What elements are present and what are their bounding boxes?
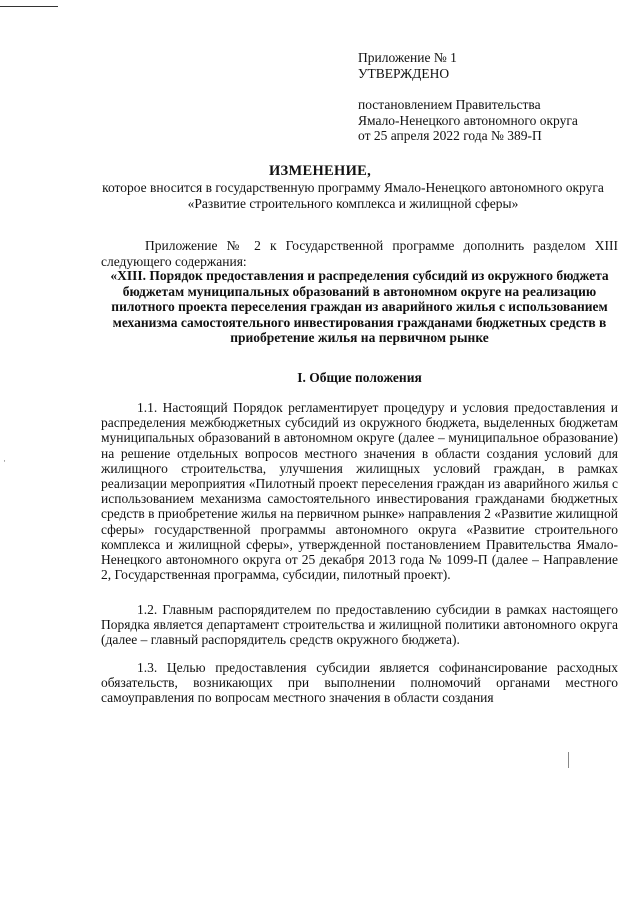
- top-rule: [0, 6, 58, 7]
- approval-authority: Ямало-Ненецкого автономного округа: [358, 112, 578, 128]
- intro-paragraph: Приложение № 2 к Государственной программе дополнить разделом XIII следующего содержания:: [101, 238, 618, 269]
- chapter-title: I. Общие положения: [297, 370, 422, 385]
- paragraph-1-3: 1.3. Целью предоставления субсидии является софинансирование расходных обязательств, возникающих при выполнении полномочий органами местного самоуправления по вопросам местного значения в области создания: [101, 660, 618, 706]
- scan-artifact: [568, 752, 569, 768]
- appendix-number: Приложение № 1: [358, 50, 457, 65]
- margin-mark: ·: [3, 456, 6, 466]
- approval-block: [358, 50, 618, 144]
- approval-date: от 25 апреля 2022 года № 389-П: [358, 128, 542, 143]
- paragraph-1-2: 1.2. Главным распорядителем по предоставлению субсидии в рамках настоящего Порядка является департамент строительства и жилищной политики автономного округа (далее – главный распорядитель средств окружного бюджета).: [101, 602, 618, 648]
- approval-resolution: постановлением Правительства: [358, 97, 541, 112]
- approval-spacer: [358, 81, 618, 97]
- paragraph-1-1: 1.1. Настоящий Порядок регламентирует процедуру и условия предоставления и распределения межбюджетных субсидий из окружного бюджета, выделенных бюджетам муниципальных образований в автономном округе (далее – муниципальное образование) на решение отдельных вопросов местного значения в области создания условий для жилищного строительства, улучшения жилищных условий граждан, в рамках реализации мероприятия «Пилотный проект переселения граждан из аварийного жилья с использованием механизма самостоятельного инвестирования гражданами бюджетных средств в приобретение жилья на первичном рынке» направления 2 «Развитие жилищной сферы» государственной программы автономного округа «Развитие строительного комплекса и жилищной сферы», утвержденной постановлением Правительства Ямало-Ненецкого автономного округа от 25 декабря 2013 года № 1099-П (далее – Направление 2, Государственная программа, субсидии, пилотный проект).: [101, 400, 618, 583]
- approved-label: УТВЕРЖДЕНО: [358, 65, 450, 81]
- document-title: ИЗМЕНЕНИЕ,: [268, 163, 372, 179]
- section-title: «XIII. Порядок предоставления и распределения субсидий из окружного бюджета бюджетам муниципальных образований в автономном округе на реализацию пилотного проекта переселения граждан из аварийного жилья с использованием механизма самостоятельного инвестирования гражданами бюджетных средств в приобретение жилья на первичном рынке: [110, 268, 609, 345]
- document-subtitle: которое вносится в государственную программу Ямало-Ненецкого автономного округа «Развитие строительного комплекса и жилищной сферы»: [102, 180, 604, 211]
